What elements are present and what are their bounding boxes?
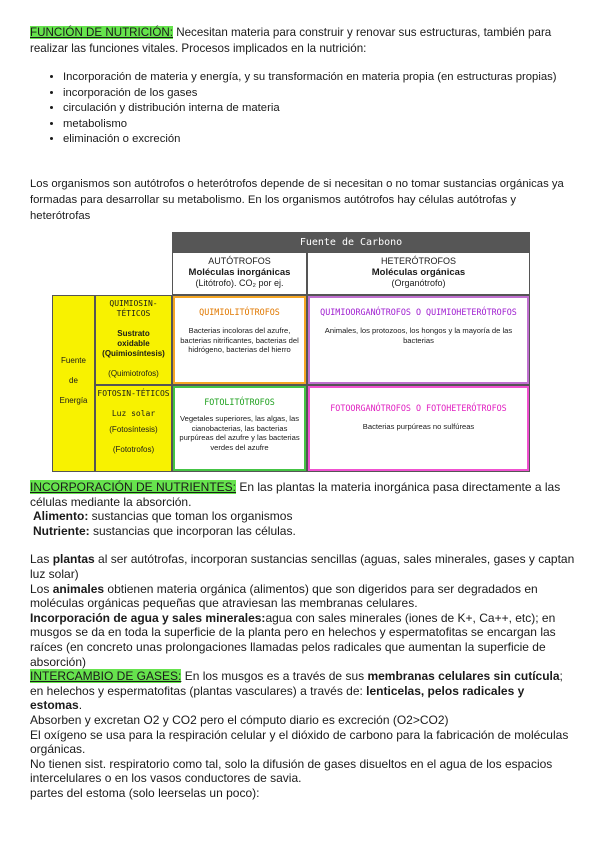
list-item: • incorporación de los gases [63,86,583,102]
gases-end: . [78,698,83,713]
gases-heading: INTERCAMBIO DE GASES: [30,669,182,684]
plantas-paragraph [30,552,575,581]
gases-bold2: lenticelas, pelos radicales y estomas [30,683,525,713]
nutriente-text: sustancias que incorporan las células. [89,523,296,538]
auto-note: (Litótrofo). CO₂ por ej. [195,278,284,288]
quimiolitotrofos-title: QUIMIOLITÓTROFOS [199,307,280,317]
alimento-text: sustancias que toman los organismos [88,509,293,524]
animales-pre: Los [30,581,53,596]
foto-note: (Fototrofos) [112,445,155,454]
funcion-nutricion-heading: FUNCIÓN DE NUTRICIÓN: [30,26,173,39]
fotolitotrofos-text: Vegetales superiores, las algas, las cianobacterias, las bacterias purpúreas del azufre y las bacterias verdes del azufre [179,414,300,452]
header-autotrofos [172,252,307,295]
het-note: (Organótrofo) [391,278,446,288]
animales-post: obtienen materia orgánica (alimentos) que son digeridos para ser degradados en moléculas orgánicas pequeñas que atraviesan las membranas celulares. [30,581,538,611]
table-header-fuente-carbono: Fuente de Carbono [172,232,530,252]
funcion-nutricion-text: Necesitan materia para construir y renovar sus estructuras, también para realizar las funciones vitales. Procesos implicados en la nutrición: [30,26,552,55]
plantas-bold: plantas [52,552,95,567]
fotolitotrofos-cell [172,385,307,472]
incorporacion-heading: INCORPORACIÓN DE NUTRIENTES: [30,480,237,494]
gases-mid: ; en helechos y espermatofitas (plantas vasculares) a través de: [30,669,563,698]
fotoorganotrofos-title: FOTOORGANÓTROFOS O FOTOHETERÓTROFOS [330,403,507,413]
fotosinteticos-cell [95,385,172,472]
nutrition-types-table [52,232,530,472]
header-heterotrofos [307,252,530,295]
foto-subtitle: Luz solar [111,409,156,418]
agua-post: agua con sales minerales (iones de K+, Ca++, etc); en musgos se da en toda la superficie de la planta pero en helechos y espermatofitas se encargan las raíces (en concreto unas prolongaciones llamadas pelos radicales que aumentan la superficie de absorción) [30,610,556,669]
list-item: • metabolismo [63,117,583,133]
nutricion-process-list [45,70,583,148]
gases-paragraph [30,669,575,713]
auto-title: AUTÓTROFOS [208,256,271,266]
foto-title: FOTOSIN-TÉTICOS [97,389,170,398]
list-item: • Incorporación de materia y energía, y su transformación en materia propia (en estructuras propias) [63,70,583,86]
organismos-paragraph: Los organismos son autótrofos o heterótrofos depende de si necesitan o no tomar sustancias orgánicas ya formadas para desarrollar su metabolismo. En los organismos autótrofos hay células autótrofas y heterótrofas [30,178,564,222]
fuente-energia-cell [52,295,95,472]
auto-subtitle: Moléculas inorgánicas [188,267,291,278]
het-title: HETERÓTROFOS [380,256,456,266]
plantas-pre: Las [30,552,53,567]
alimento-definition [30,509,575,524]
agua-paragraph [30,611,575,669]
oxigeno-paragraph: El oxígeno se usa para la respiración celular y el dióxido de carbono para la fabricación de moléculas orgánicas. [30,727,569,757]
funcion-nutricion-paragraph [30,25,575,57]
fuente-label: Fuente [61,356,86,365]
animales-bold: animales [52,581,105,596]
quimio-subtitle: Sustrato oxidable (Quimiosíntesis) [102,329,165,358]
quimioorganotrofos-title: QUIMIOORGANÓTROFOS O QUIMIOHETERÓTROFOS [320,307,517,317]
foto-paren: (Fotosíntesis) [109,425,158,434]
fuente-label: Energía [59,396,88,405]
quimio-note: (Quimiotrofos) [108,369,159,378]
nutrientes-section [30,480,575,800]
no-tienen-paragraph: No tienen sist. respiratorio como tal, solo la difusión de gases disueltos en el agua de los espacios intercelulares o en los vasos conductores de savia. [30,756,553,786]
quimiolitotrofos-text: Bacterias incoloras del azufre, bacterias nitrificantes, bacterias del hidrógeno, bacterias del hierro [180,326,299,354]
quimio-title: QUIMIOSIN-TÉTICOS [109,299,158,318]
fuente-label: de [69,376,78,385]
nutriente-label: Nutriente: [33,523,90,538]
quimioorganotrofos-cell [307,295,530,385]
estoma-paragraph: partes del estoma (solo leerselas un poco): [30,785,260,800]
incorporacion-text: En las plantas la materia inorgánica pasa directamente a las células mediante la absorción. [30,480,561,509]
fotoorganotrofos-text: Bacterias purpúreas no sulfúreas [362,422,475,431]
gases-pre: En los musgos es a través de sus [181,669,368,684]
alimento-label: Alimento: [33,509,89,524]
fotolitotrofos-title: FOTOLITÓTROFOS [204,397,275,407]
incorporacion-paragraph [30,480,575,509]
list-item: • eliminación o excreción [63,132,583,148]
gases-bold1: membranas celulares sin cutícula [367,669,560,684]
fotoorganotrofos-cell [307,385,530,472]
quimiolitotrofos-cell [172,295,307,385]
animales-paragraph [30,582,575,611]
nutriente-definition [30,524,575,539]
quimiosinteticos-cell [95,295,172,385]
quimioorganotrofos-text: Animales, los protozoos, los hongos y la mayoría de las bacterias [324,326,513,345]
het-subtitle: Moléculas orgánicas [371,267,466,278]
absorben-paragraph: Absorben y excretan O2 y CO2 pero el cómputo diario es excreción (O2>CO2) [30,712,449,727]
agua-bold: Incorporación de agua y sales minerales: [30,610,266,625]
plantas-post: al ser autótrofas, incorporan sustancias sencillas (aguas, sales minerales, gases y captan luz solar) [30,552,575,581]
list-item: • circulación y distribución interna de materia [63,101,583,117]
